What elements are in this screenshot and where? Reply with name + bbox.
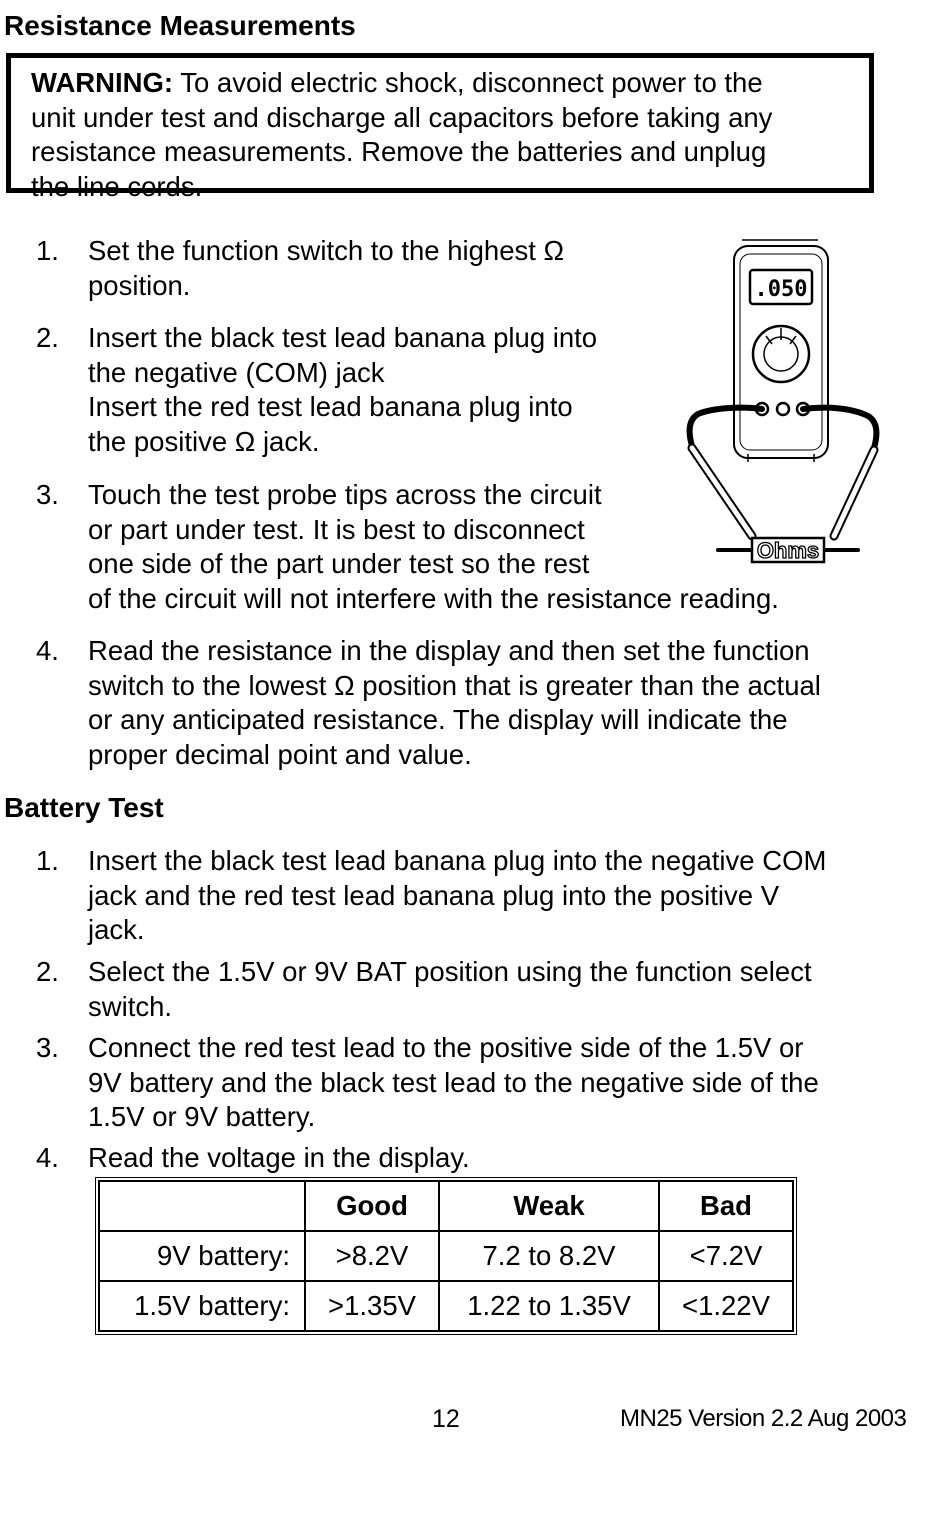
table-row	[99, 1231, 793, 1281]
step-line: one side of the part under test so the rest	[88, 548, 590, 579]
table-cell: 1.22 to 1.35V	[439, 1281, 659, 1331]
step-line: Insert the red test lead banana plug into	[88, 391, 573, 422]
battery-voltage-table	[95, 1177, 797, 1335]
table-cell: <1.22V	[659, 1281, 793, 1331]
step-number: 3.	[36, 479, 59, 510]
step-text	[88, 478, 779, 616]
red-test-lead	[803, 408, 876, 448]
multimeter-illustration	[682, 236, 882, 568]
step-line: the negative (COM) jack	[88, 356, 385, 388]
step-text	[88, 1031, 819, 1135]
step-line: jack.	[88, 914, 145, 945]
step-line: proper decimal point and value.	[88, 738, 472, 770]
step-line: jack and the red test lead banana plug into the positive V	[88, 879, 780, 911]
step-number: 2.	[36, 322, 59, 353]
warning-line: the line cords.	[31, 170, 203, 202]
table-cell: 1.5V battery:	[99, 1281, 305, 1331]
step-line: 9V battery and the black test lead to the negative side of the	[88, 1066, 819, 1098]
step-line: the positive Ω jack.	[88, 425, 320, 457]
warning-text: To avoid electric shock, disconnect power to the	[173, 67, 763, 98]
step-line: Select the 1.5V or 9V BAT position using the function select	[88, 956, 812, 987]
step-line: Read the voltage in the display.	[88, 1142, 470, 1173]
step-line: switch.	[88, 990, 173, 1022]
black-test-lead	[690, 408, 762, 446]
table-cell: >1.35V	[305, 1281, 439, 1331]
step-number: 1.	[36, 235, 59, 266]
step-line: position.	[88, 269, 191, 301]
warning-box	[6, 53, 874, 202]
table-header-cell: Bad	[659, 1181, 793, 1231]
step-text	[88, 955, 812, 1024]
step-line: Read the resistance in the display and then set the function	[88, 635, 810, 666]
table-header-cell: Good	[305, 1181, 439, 1231]
step-number: 4.	[36, 635, 59, 666]
table-row	[99, 1281, 793, 1331]
step-number: 2.	[36, 956, 59, 987]
step-text	[88, 321, 597, 459]
step-line: Touch the test probe tips across the circuit	[88, 479, 602, 510]
warning-label: WARNING:	[31, 67, 174, 98]
step-text	[88, 1141, 470, 1176]
step-number: 3.	[36, 1032, 59, 1063]
table-cell: <7.2V	[659, 1231, 793, 1281]
table-header-cell: Weak	[439, 1181, 659, 1231]
step-text	[88, 844, 826, 948]
table-cell: 9V battery:	[99, 1231, 305, 1281]
step-line: 1.5V or 9V battery.	[88, 1101, 316, 1132]
step-line: Insert the black test lead banana plug into the negative COM	[88, 845, 827, 876]
section-heading-battery: Battery Test	[4, 792, 164, 823]
table-cell: 7.2 to 8.2V	[439, 1231, 659, 1281]
step-line: or any anticipated resistance. The display will indicate the	[88, 704, 788, 735]
page-number: 12	[432, 1405, 460, 1433]
section-heading-resistance: Resistance Measurements	[4, 10, 356, 41]
ohms-label: Ohms	[756, 538, 820, 563]
step-line: Set the function switch to the highest Ω	[88, 235, 565, 266]
table-header-cell	[99, 1181, 305, 1231]
step-text	[88, 634, 821, 772]
step-line: Insert the black test lead banana plug into	[88, 322, 598, 353]
warning-line: resistance measurements. Remove the batteries and unplug	[31, 136, 767, 167]
step-number: 4.	[36, 1142, 59, 1173]
meter-display-reading: .050	[754, 277, 808, 302]
jack-icon	[777, 403, 789, 415]
step-line: of the circuit will not interfere with the resistance reading.	[88, 582, 779, 614]
warning-line: unit under test and discharge all capacitors before taking any	[31, 101, 773, 133]
table-header-row	[99, 1181, 793, 1231]
step-number: 1.	[36, 845, 59, 876]
step-line: or part under test. It is best to disconnect	[88, 513, 585, 545]
table-cell: >8.2V	[305, 1231, 439, 1281]
step-text	[88, 234, 564, 303]
step-line: switch to the lowest Ω position that is greater than the actual	[88, 669, 821, 701]
step-line: Connect the red test lead to the positive side of the 1.5V or	[88, 1032, 804, 1063]
version-label: MN25 Version 2.2 Aug 2003	[620, 1405, 907, 1432]
